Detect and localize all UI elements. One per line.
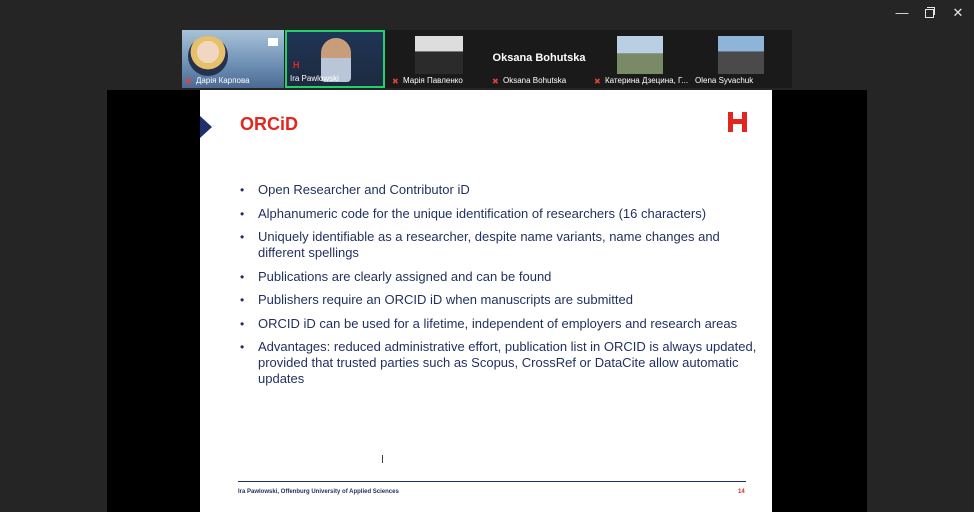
close-window-button[interactable]: ✕ — [952, 5, 964, 20]
slide-page-number: 14 — [738, 489, 745, 495]
mouse-cursor-icon — [383, 456, 387, 461]
chevron-right-icon — [200, 116, 212, 138]
participant-strip — [182, 30, 792, 88]
participant-tile[interactable] — [692, 30, 792, 88]
bullet-item: • Publishers require an ORCID iD when manuscripts are submitted — [238, 292, 758, 308]
participant-avatar — [415, 36, 463, 74]
mic-muted-icon: ✖ — [185, 77, 192, 86]
participant-tile[interactable] — [182, 30, 284, 88]
participant-name: Дарія Карпова — [196, 76, 250, 85]
bullet-item: • Advantages: reduced administrative effort, publication list in ORCID is always updated, provided that trusted parties such as Scopus, CrossRef or DataCite allow automatic updates — [238, 339, 758, 387]
footer-divider — [238, 481, 746, 482]
participant-name: Oksana Bohutska — [503, 76, 567, 85]
participant-tile-active-speaker[interactable] — [285, 30, 385, 88]
participant-name: Катерина Дзецина, Г... — [605, 76, 689, 85]
participant-avatar — [718, 36, 764, 74]
bullet-list — [238, 182, 758, 395]
bullet-item: • Open Researcher and Contributor iD — [238, 182, 758, 198]
restore-window-button[interactable] — [917, 4, 943, 22]
participant-name: Ira Pawlowski — [290, 74, 339, 83]
slide-footer: Ira Pawlowski, Offenburg University of Applied Sciences — [238, 489, 399, 495]
mic-muted-icon: ✖ — [492, 77, 499, 86]
slide-title: ORCiD — [240, 114, 298, 134]
bullet-item: • Publications are clearly assigned and can be found — [238, 269, 758, 285]
participant-name: Olena Syvachuk — [695, 76, 754, 85]
participant-video — [188, 36, 228, 76]
participant-name: Марія Павленко — [403, 76, 463, 85]
hochschule-logo-icon: H — [293, 60, 300, 70]
bullet-item: • ORCID iD can be used for a lifetime, independent of employers and research areas — [238, 316, 758, 332]
participant-display-name: Oksana Bohutska — [492, 52, 586, 64]
participant-tile[interactable] — [389, 30, 489, 88]
bullet-item: • Uniquely identifiable as a researcher, despite name variants, name changes and different spellings — [238, 229, 758, 261]
mic-muted-icon: ✖ — [594, 77, 601, 86]
presentation-slide — [200, 90, 772, 512]
participant-tile[interactable] — [591, 30, 691, 88]
participant-tile[interactable] — [489, 30, 589, 88]
bullet-item: • Alphanumeric code for the unique identification of researchers (16 characters) — [238, 206, 758, 222]
mic-muted-icon: ✖ — [392, 77, 399, 86]
minimize-window-button[interactable]: — — [895, 5, 909, 20]
logo-icon — [268, 38, 278, 46]
hochschule-logo-icon — [728, 112, 747, 132]
participant-avatar — [617, 36, 663, 74]
